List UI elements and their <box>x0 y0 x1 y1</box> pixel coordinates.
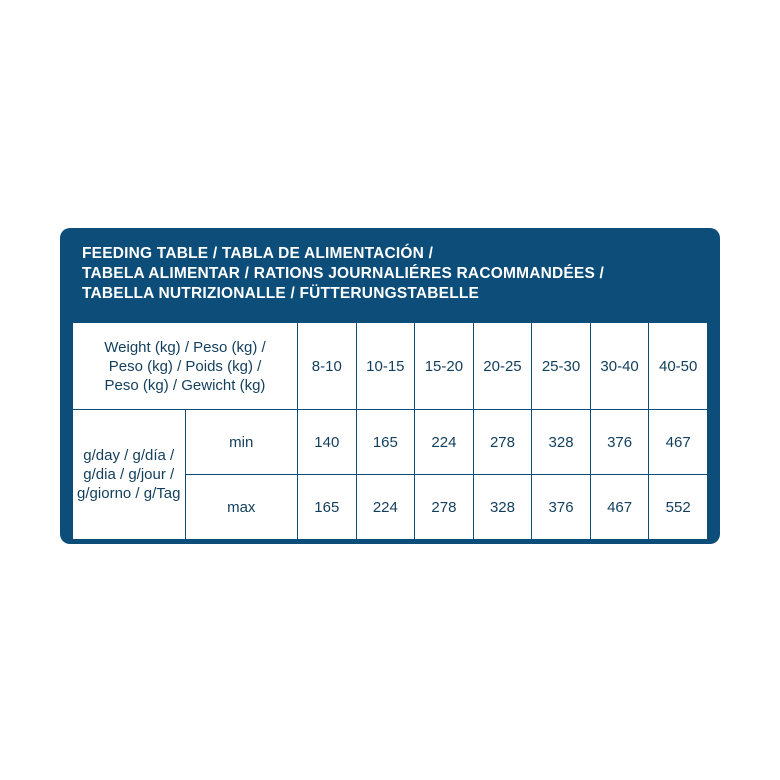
max-value-2: 224 <box>356 475 415 540</box>
weight-range-cell-4: 20-25 <box>473 323 532 410</box>
weight-range-cell-1: 8-10 <box>298 323 357 410</box>
min-value-1: 140 <box>298 410 357 475</box>
max-value-4: 328 <box>473 475 532 540</box>
table-header-row <box>73 323 708 410</box>
panel-title <box>60 228 720 312</box>
gday-label-line-2: g/dia / g/jour / <box>83 466 175 483</box>
table-row-min <box>73 410 708 475</box>
weight-header-cell <box>73 323 298 410</box>
max-value-3: 278 <box>415 475 474 540</box>
feeding-table <box>72 322 708 540</box>
weight-range-cell-6: 30-40 <box>590 323 649 410</box>
panel-title-line-3: TABELLA NUTRIZIONALLE / FÜTTERUNGSTABELLE <box>82 285 480 302</box>
weight-range-cell-5: 25-30 <box>532 323 591 410</box>
min-value-6: 376 <box>590 410 649 475</box>
min-value-7: 467 <box>649 410 708 475</box>
max-value-6: 467 <box>590 475 649 540</box>
feeding-table-panel <box>60 228 720 544</box>
weight-range-cell-7: 40-50 <box>649 323 708 410</box>
panel-title-line-1: FEEDING TABLE / TABLA DE ALIMENTACIÓN / <box>82 245 434 262</box>
table-container <box>72 322 708 526</box>
gday-label-line-3: g/giorno / g/Tag <box>77 485 181 502</box>
min-value-3: 224 <box>415 410 474 475</box>
gday-label-line-1: g/day / g/día / <box>83 447 175 464</box>
weight-range-cell-2: 10-15 <box>356 323 415 410</box>
weight-header-line-1: Weight (kg) / Peso (kg) / <box>104 338 266 356</box>
min-value-2: 165 <box>356 410 415 475</box>
max-value-5: 376 <box>532 475 591 540</box>
max-value-1: 165 <box>298 475 357 540</box>
min-value-5: 328 <box>532 410 591 475</box>
max-value-7: 552 <box>649 475 708 540</box>
min-value-4: 278 <box>473 410 532 475</box>
row-label-max: max <box>185 475 298 540</box>
weight-range-cell-3: 15-20 <box>415 323 474 410</box>
weight-header-line-3: Peso (kg) / Gewicht (kg) <box>104 376 266 394</box>
row-label-min: min <box>185 410 298 475</box>
weight-header-line-2: Peso (kg) / Poids (kg) / <box>108 357 262 375</box>
panel-title-line-2: TABELA ALIMENTAR / RATIONS JOURNALIÉRES RACOMMANDÉES / <box>82 265 605 282</box>
gday-label-cell <box>73 410 186 540</box>
